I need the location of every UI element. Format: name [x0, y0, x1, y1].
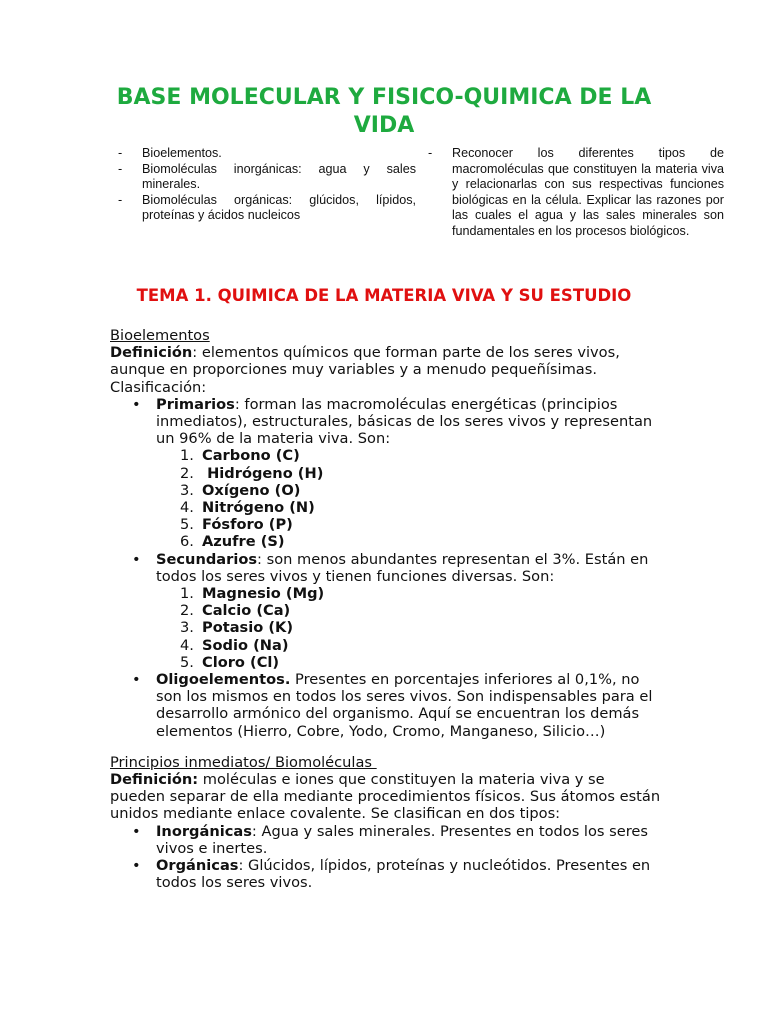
list-number: 3.	[180, 619, 194, 637]
definition-label: Definición	[110, 344, 193, 362]
numbered-item	[110, 465, 662, 482]
page-title: BASE MOLECULAR Y FISICO-QUIMICA DE LA VIDA	[116, 85, 652, 138]
bullet-marker: •	[132, 671, 141, 689]
element-name: Sodio (Na)	[202, 636, 289, 654]
contents-item	[118, 146, 416, 162]
numbered-item	[110, 447, 662, 464]
dash-marker: -	[428, 146, 433, 160]
numbered-item	[110, 619, 662, 636]
oligo-text: Presentes en porcentajes inferiores al 0,1%, no son los mismos en todos los seres vivos. Son indispensables para el desarrollo armónico del organismo. Aquí se encuentran los demás elementos (Hierro, Cobre, Yodo, Cromo, Manganeso, Silicio…)	[156, 671, 653, 740]
numbered-item	[110, 516, 662, 533]
numbered-item	[110, 585, 662, 602]
clasificacion-label: Clasificación:	[110, 378, 207, 396]
contents-item	[118, 162, 416, 193]
element-name: Hidrógeno (H)	[202, 464, 324, 482]
secundarios-label: Secundarios	[156, 550, 258, 568]
bullet-item-secundarios	[110, 551, 662, 585]
principios-heading: Principios inmediatos/ Biomoléculas	[110, 753, 377, 771]
bullet-marker: •	[132, 395, 141, 413]
contents-item-text: Biomoléculas inorgánicas: agua y sales minerales.	[142, 161, 416, 192]
contents-item-text: Biomoléculas orgánicas: glúcidos, lípidos, proteínas y ácidos nucleicos	[142, 192, 416, 223]
list-number: 4.	[180, 636, 194, 654]
dash-marker: -	[118, 192, 123, 207]
secundarios-text: : son menos abundantes representan el 3%. Están en todos los seres vivos y tienen funciones diversas. Son:	[156, 550, 649, 585]
inorganicas-text: : Agua y sales minerales. Presentes en todos los seres vivos e inertes.	[156, 822, 649, 857]
element-name: Fósforo (P)	[202, 516, 293, 534]
bioelementos-heading: Bioelementos	[110, 327, 210, 344]
principios-definition	[110, 771, 662, 823]
definition-text: moléculas e iones que constituyen la materia viva y se pueden separar de ella mediante procedimientos físicos. Sus átomos están unidos mediante enlace covalente. Se clasifican en dos tipos:	[110, 771, 661, 823]
bullet-marker: •	[132, 822, 141, 840]
bullet-item-inorganicas	[110, 823, 662, 857]
contents-item-text: Bioelementos.	[142, 146, 222, 160]
primarios-text: : forman las macromoléculas energéticas (principios inmediatos), estructurales, básicas de los seres vivos y representan un 96% de la materia viva. Son:	[156, 395, 653, 448]
dash-marker: -	[118, 146, 123, 160]
element-name: Calcio (Ca)	[202, 602, 291, 620]
bullet-marker: •	[132, 857, 141, 875]
bullet-item-organicas	[110, 857, 662, 891]
bullet-item-oligoelementos	[110, 671, 662, 740]
numbered-item	[110, 654, 662, 671]
numbered-item	[110, 499, 662, 516]
list-number: 1.	[180, 585, 194, 603]
list-number: 5.	[180, 516, 194, 534]
list-number: 3.	[180, 481, 194, 499]
organicas-label: Orgánicas	[156, 857, 239, 875]
list-number: 6.	[180, 533, 194, 551]
element-name: Nitrógeno (N)	[202, 499, 315, 517]
oligo-label: Oligoelementos.	[156, 671, 291, 689]
element-name: Carbono (C)	[202, 447, 300, 465]
element-name: Azufre (S)	[202, 533, 285, 551]
section-title: TEMA 1. QUIMICA DE LA MATERIA VIVA Y SU ESTUDIO	[136, 286, 632, 305]
numbered-item	[110, 637, 662, 654]
objective-item	[428, 146, 724, 240]
organicas-text: : Glúcidos, lípidos, proteínas y nucleótidos. Presentes en todos los seres vivos.	[156, 857, 651, 892]
primarios-label: Primarios	[156, 395, 235, 413]
list-number: 4.	[180, 499, 194, 517]
objective-text: Reconocer los diferentes tipos de macromoléculas que constituyen la materia viva y relacionarlas con sus respectivas funciones biológicas en la célula. Explicar las razones por las cuales el agua y las sales minerales son fundamentales en los procesos biológicos.	[452, 146, 724, 238]
dash-marker: -	[118, 161, 123, 176]
numbered-item	[110, 602, 662, 619]
list-number: 2.	[180, 464, 194, 482]
contents-list	[118, 146, 416, 224]
list-number: 5.	[180, 653, 194, 671]
bioelementos-definition	[110, 344, 662, 378]
bullet-item-primarios	[110, 396, 662, 448]
document-body	[110, 327, 662, 892]
inorganicas-label: Inorgánicas	[156, 822, 252, 840]
numbered-item	[110, 533, 662, 550]
element-name: Magnesio (Mg)	[202, 585, 325, 603]
list-number: 1.	[180, 447, 194, 465]
element-name: Cloro (Cl)	[202, 653, 280, 671]
definition-label: Definición:	[110, 771, 199, 789]
list-number: 2.	[180, 602, 194, 620]
numbered-item	[110, 482, 662, 499]
objectives-list	[428, 146, 724, 240]
element-name: Potasio (K)	[202, 619, 293, 637]
element-name: Oxígeno (O)	[202, 481, 301, 499]
contents-item	[118, 193, 416, 224]
bullet-marker: •	[132, 550, 141, 568]
definition-text: : elementos químicos que forman parte de los seres vivos, aunque en proporciones muy variables y a menudo pequeñísimas.	[110, 344, 620, 379]
